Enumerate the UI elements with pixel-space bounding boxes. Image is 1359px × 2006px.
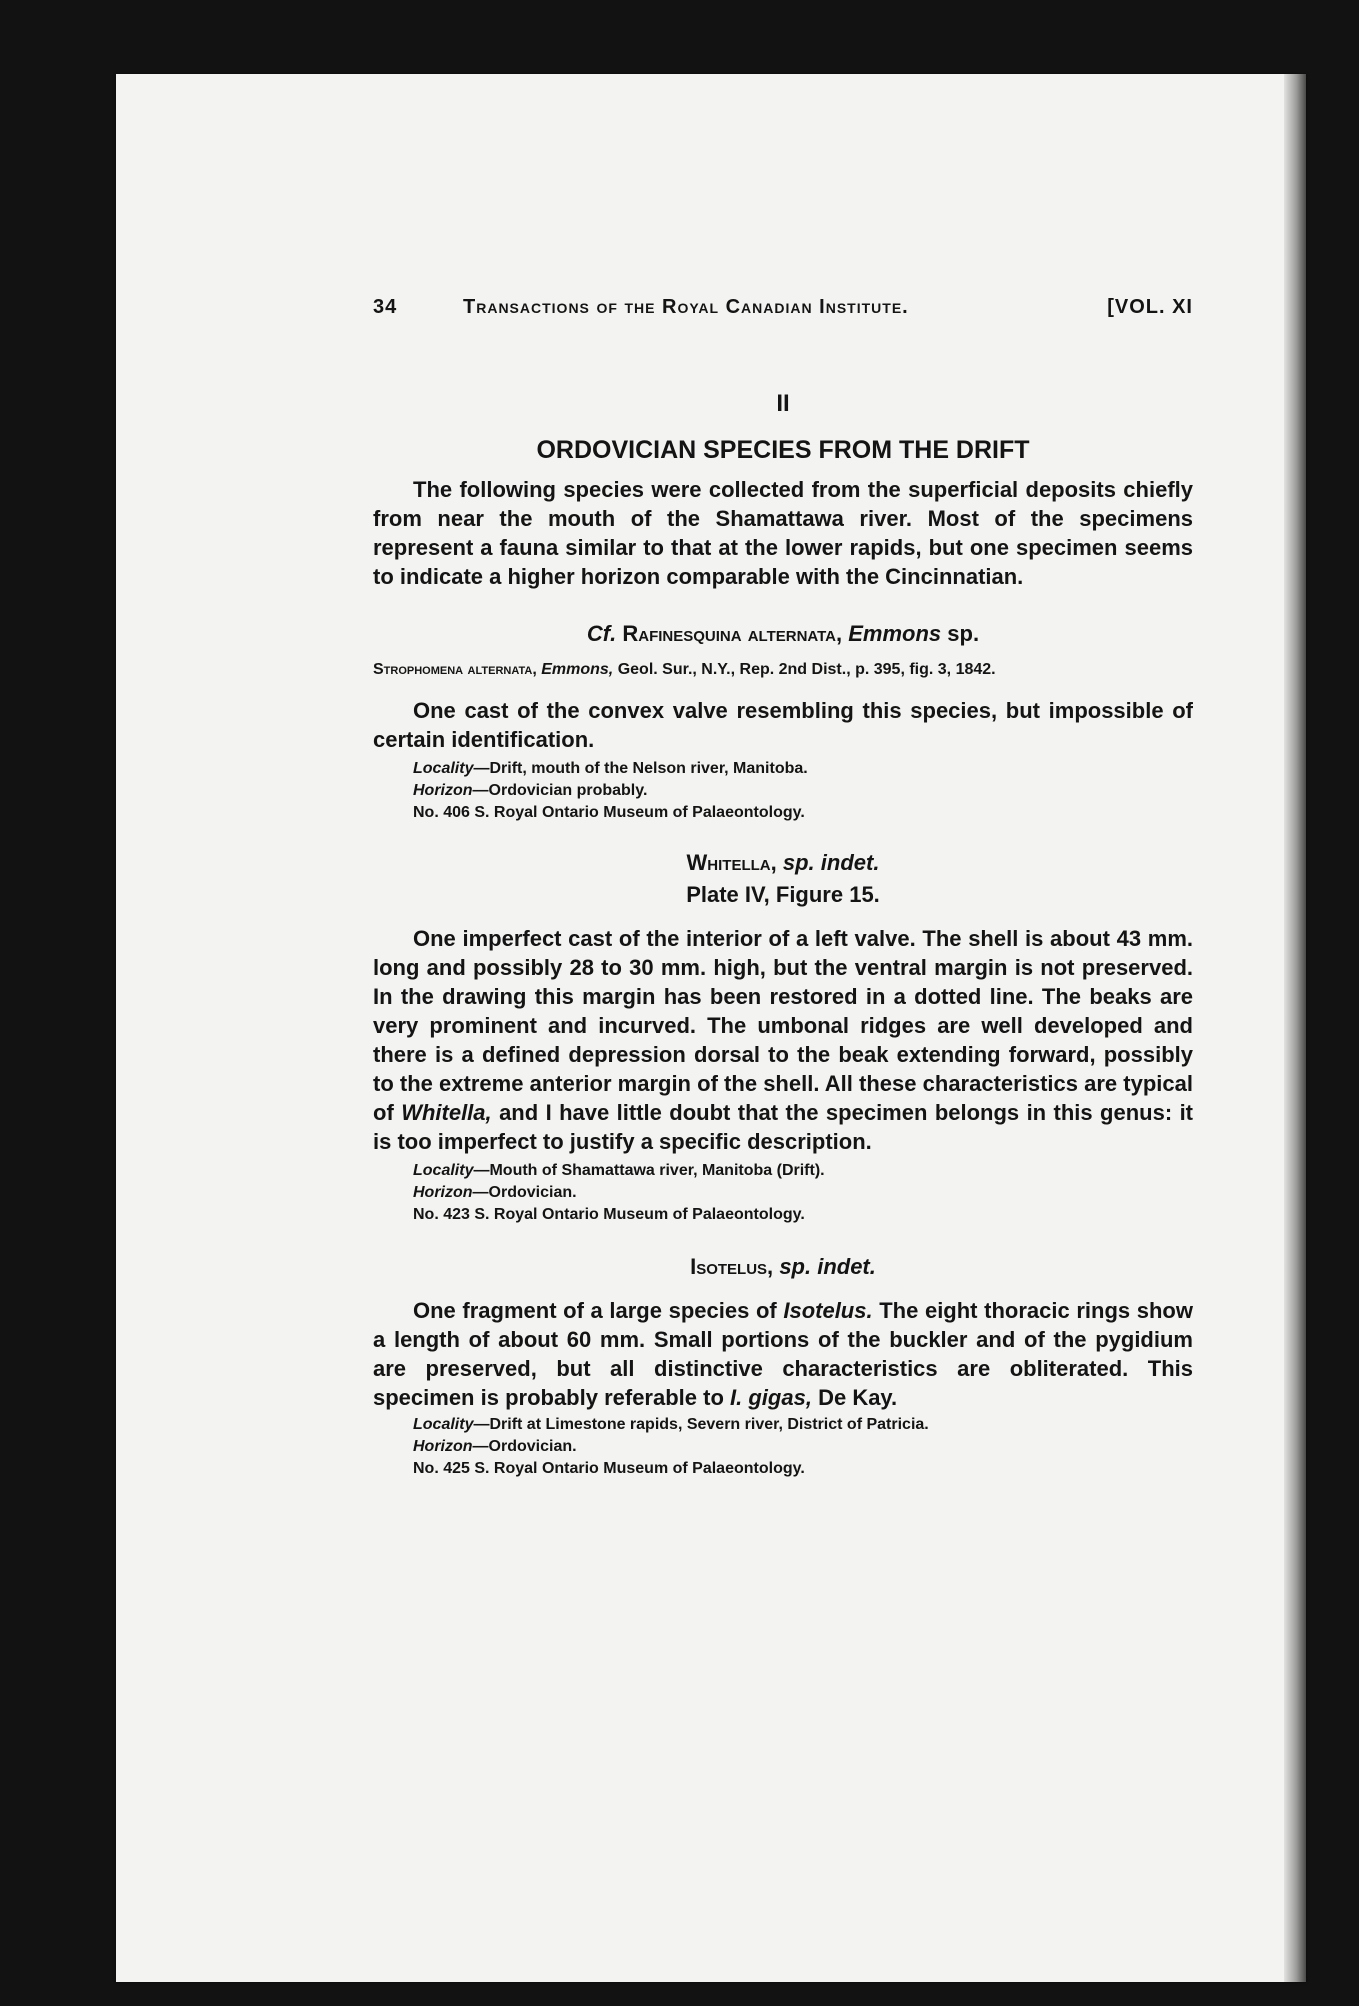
synonym-name: Strophomena alternata, — [373, 661, 537, 678]
page-edge-shadow — [1284, 74, 1306, 1982]
plate-reference: Plate IV, Figure 15. — [686, 882, 880, 907]
horizon-text: —Ordovician probably. — [472, 782, 648, 799]
description-part: and I have little doubt that the specimen belongs in this genus: it is too imperfect to justify a specific description. — [373, 1100, 1194, 1154]
horizon-line — [373, 780, 1193, 802]
locality-text: —Drift at Limestone rapids, Severn river, District of Patricia. — [473, 1416, 929, 1433]
locality-line — [373, 1414, 1193, 1436]
horizon-text: —Ordovician. — [472, 1184, 577, 1201]
species-suffix: sp. — [947, 621, 980, 646]
text-block — [373, 296, 1193, 1480]
horizon-text: —Ordovician. — [472, 1438, 577, 1455]
description-part: One fragment of a large species of — [413, 1298, 777, 1323]
species-suffix: sp. indet. — [782, 850, 880, 875]
section-title: ORDOVICIAN SPECIES FROM THE DRIFT — [536, 436, 1030, 464]
locality-text: —Mouth of Shamattawa river, Manitoba (Drift). — [473, 1162, 825, 1179]
running-head — [373, 296, 1193, 336]
locality-line — [373, 758, 1193, 780]
species-name: Whitella, — [686, 850, 777, 875]
locality-label: Locality — [413, 760, 474, 777]
horizon-label: Horizon — [413, 1184, 473, 1201]
synonymy-entry — [373, 657, 1193, 682]
specimen-number: No. 406 S. Royal Ontario Museum of Palaeontology. — [413, 804, 805, 821]
description-part: The eight thoracic rings show a length of about 60 mm. Small portions of the buckler and of the pygidium are preserved, but all distinctive characteristics are obliterated. This specimen is probably referable to — [373, 1298, 1193, 1410]
species-description — [373, 1296, 1193, 1412]
species-author: Emmons — [848, 621, 942, 646]
horizon-line — [373, 1182, 1193, 1204]
species-name: Isotelus, — [690, 1254, 774, 1279]
horizon-line — [373, 1436, 1193, 1458]
locality-line — [373, 1160, 1193, 1182]
species-heading-rafinesquina — [373, 621, 1193, 647]
synonym-author: Emmons, — [541, 661, 614, 678]
species-heading-isotelus — [373, 1254, 1193, 1280]
locality-text: —Drift, mouth of the Nelson river, Manitoba. — [473, 760, 808, 777]
description-part: One imperfect cast of the interior of a left valve. The shell is about 43 mm. long and possibly 28 to 30 mm. high, but the ventral margin is not preserved. In the drawing this margin has been restored in a dotted line. The beaks are very prominent and incurved. The umbonal ridges are well developed and there is a defined depression dorsal to the beak extending forward, possibly to the extreme anterior margin of the shell. All these characteristics are typical of — [373, 926, 1193, 1125]
horizon-label: Horizon — [413, 1438, 473, 1455]
page-sheet — [116, 74, 1306, 1982]
species-heading-whitella — [373, 850, 1193, 876]
species-description: One cast of the convex valve resembling this species, but impossible of certain identification. — [373, 698, 1193, 752]
intro-paragraph: The following species were collected from the superficial deposits chiefly from near the mouth of the Shamattawa river. Most of the specimens represent a fauna similar to that at the lower rapids, but one specimen seems to indicate a higher horizon comparable with the Cincinnatian. — [373, 477, 1193, 589]
genus-name: Whitella, — [401, 1100, 492, 1125]
species-binomial: I. gigas, — [730, 1385, 812, 1410]
description-part: De Kay. — [818, 1385, 898, 1410]
specimen-number: No. 425 S. Royal Ontario Museum of Palaeontology. — [413, 1460, 805, 1477]
species-suffix: sp. indet. — [779, 1254, 876, 1279]
species-name: Rafinesquina alternata, — [622, 621, 843, 646]
synonym-reference: Geol. Sur., N.Y., Rep. 2nd Dist., p. 395, fig. 3, 1842. — [617, 661, 996, 678]
volume-label: [VOL. XI — [1107, 296, 1193, 318]
specimen-number: No. 423 S. Royal Ontario Museum of Palaeontology. — [413, 1206, 805, 1223]
species-description — [373, 924, 1193, 1156]
genus-name: Isotelus. — [783, 1298, 873, 1323]
species-prefix: Cf. — [586, 621, 617, 646]
page-number: 34 — [373, 296, 398, 318]
locality-label: Locality — [413, 1162, 474, 1179]
section-numeral: II — [776, 390, 790, 417]
locality-label: Locality — [413, 1416, 474, 1433]
horizon-label: Horizon — [413, 782, 473, 799]
journal-title: Transactions of the Royal Canadian Institute. — [463, 296, 909, 318]
